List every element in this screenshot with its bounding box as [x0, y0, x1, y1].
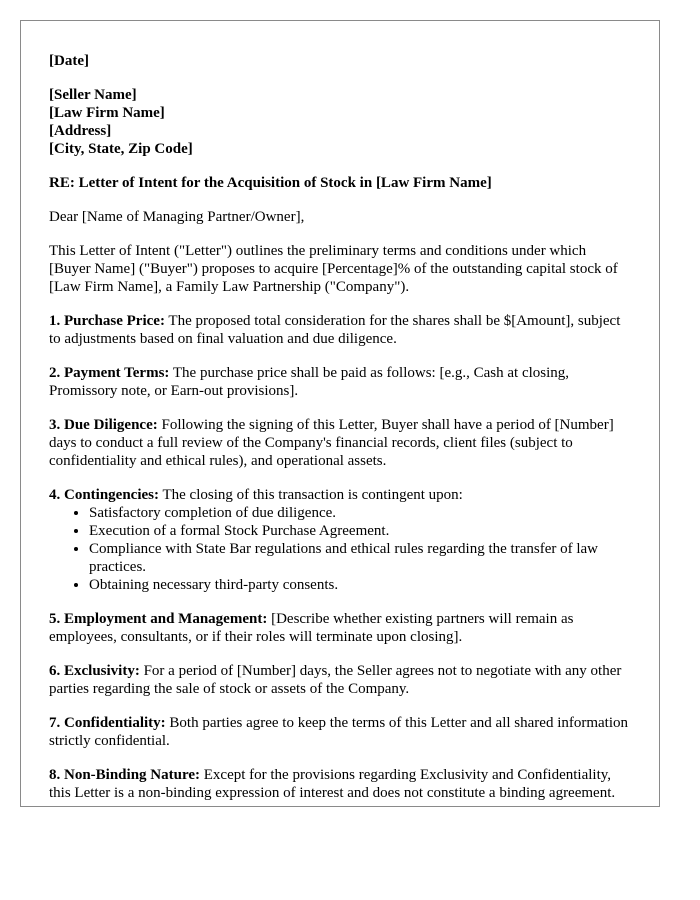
section-confidentiality — [49, 714, 631, 750]
recipient-address: [Address] — [49, 123, 112, 139]
section-heading: 4. Contingencies: — [49, 487, 159, 503]
section-non-binding — [49, 766, 631, 802]
letter-date: [Date] — [49, 53, 89, 69]
subject-line: RE: Letter of Intent for the Acquisition of Stock in [Law Firm Name] — [49, 175, 492, 191]
list-item: • Compliance with State Bar regulations and ethical rules regarding the transfer of law practices. — [89, 540, 631, 576]
contingencies-list — [49, 504, 631, 594]
list-item: • Satisfactory completion of due diligence. — [89, 504, 631, 522]
recipient-city-state-zip: [City, State, Zip Code] — [49, 141, 193, 157]
section-text: Except for the provisions regarding Exclusivity and Confidentiality, this Letter is a non-binding expression of interest and does not constitute a binding agreement. — [49, 767, 616, 801]
section-text: Following the signing of this Letter, Buyer shall have a period of [Number] days to conduct a full review of the Company's financial records, client files (subject to confidentiality and ethical rules), and operational assets. — [49, 417, 614, 469]
section-heading: 3. Due Diligence: — [49, 417, 158, 433]
section-text: The closing of this transaction is contingent upon: — [159, 487, 463, 503]
section-heading: 7. Confidentiality: — [49, 715, 166, 731]
section-purchase-price — [49, 312, 631, 348]
letter-page — [20, 20, 660, 807]
recipient-block — [49, 86, 631, 158]
section-text: Both parties agree to keep the terms of this Letter and all shared information strictly confidential. — [49, 715, 629, 749]
section-contingencies — [49, 486, 631, 504]
section-heading: 5. Employment and Management: — [49, 611, 268, 627]
recipient-name: [Seller Name] — [49, 87, 137, 103]
salutation: Dear [Name of Managing Partner/Owner], — [49, 209, 305, 225]
section-due-diligence — [49, 416, 631, 470]
section-heading: 8. Non-Binding Nature: — [49, 767, 200, 783]
section-text: For a period of [Number] days, the Seller agrees not to negotiate with any other parties regarding the sale of stock or assets of the Company. — [49, 663, 622, 697]
section-text: [Describe whether existing partners will remain as employees, consultants, or if their roles will terminate upon closing]. — [49, 611, 574, 645]
section-exclusivity — [49, 662, 631, 698]
section-heading: 1. Purchase Price: — [49, 313, 165, 329]
section-heading: 2. Payment Terms: — [49, 365, 170, 381]
section-text: The proposed total consideration for the shares shall be $[Amount], subject to adjustments based on final valuation and due diligence. — [49, 313, 621, 347]
intro-paragraph: This Letter of Intent ("Letter") outlines the preliminary terms and conditions under which [Buyer Name] ("Buyer") proposes to acquire [Percentage]% of the outstanding capital stock of [Law Firm Name], a Family Law Partnership ("Company"). — [49, 243, 618, 295]
list-item: • Execution of a formal Stock Purchase Agreement. — [89, 522, 631, 540]
section-payment-terms — [49, 364, 631, 400]
recipient-firm: [Law Firm Name] — [49, 105, 165, 121]
section-employment-management — [49, 610, 631, 646]
list-item: • Obtaining necessary third-party consents. — [89, 576, 631, 594]
section-heading: 6. Exclusivity: — [49, 663, 140, 679]
section-text: The purchase price shall be paid as follows: [e.g., Cash at closing, Promissory note, or Earn-out provisions]. — [49, 365, 570, 399]
